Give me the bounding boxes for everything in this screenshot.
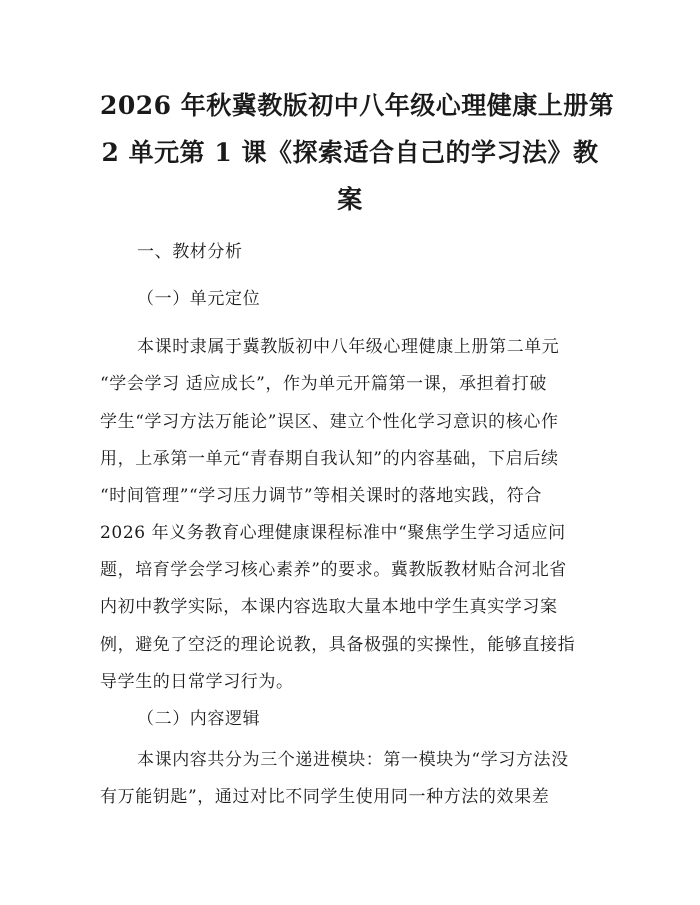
section-heading-teaching-material-analysis: 一、教材分析 (137, 242, 243, 262)
paragraph-line: 本课时隶属于冀教版初中八年级心理健康上册第二单元 (137, 337, 560, 357)
paragraph-line: 用，上承第一单元“青春期自我认知”的内容基础，下启后续 (100, 449, 559, 469)
paragraph-line: 导学生的日常学习行为。 (100, 672, 294, 692)
paragraph-line: 本课内容共分为三个递进模块：第一模块为“学习方法没 (137, 750, 569, 770)
paragraph-line: 内初中教学实际，本课内容选取大量本地中学生真实学习案 (100, 597, 558, 617)
subsection-heading-content-logic: （二）内容逻辑 (137, 709, 261, 729)
paragraph-line: 有万能钥匙”，通过对比不同学生使用同一种方法的效果差 (100, 787, 550, 807)
document-title-line-2: 2 单元第 1 课《探索适合自己的学习法》教 (101, 138, 599, 167)
paragraph-line: 题，培育学会学习核心素养”的要求。冀教版教材贴合河北省 (100, 560, 567, 580)
paragraph-line: “学会学习 适应成长”，作为单元开篇第一课，承担着打破 (100, 374, 547, 394)
paragraph-line: 例，避免了空泛的理论说教，具备极强的实操性，能够直接指 (100, 635, 576, 655)
document-title-line-3: 案 (337, 185, 363, 214)
paragraph-line: “时间管理”“学习压力调节”等相关课时的落地实践，符合 (100, 486, 542, 506)
subsection-heading-unit-positioning: （一）单元定位 (137, 289, 261, 309)
paragraph-line: 学生“学习方法万能论”误区、建立个性化学习意识的核心作 (100, 412, 559, 432)
document-title-line-1: 2026 年秋冀教版初中八年级心理健康上册第 (100, 91, 615, 120)
paragraph-line: 2026 年义务教育心理健康课程标准中“聚焦学生学习适应问 (100, 523, 566, 543)
